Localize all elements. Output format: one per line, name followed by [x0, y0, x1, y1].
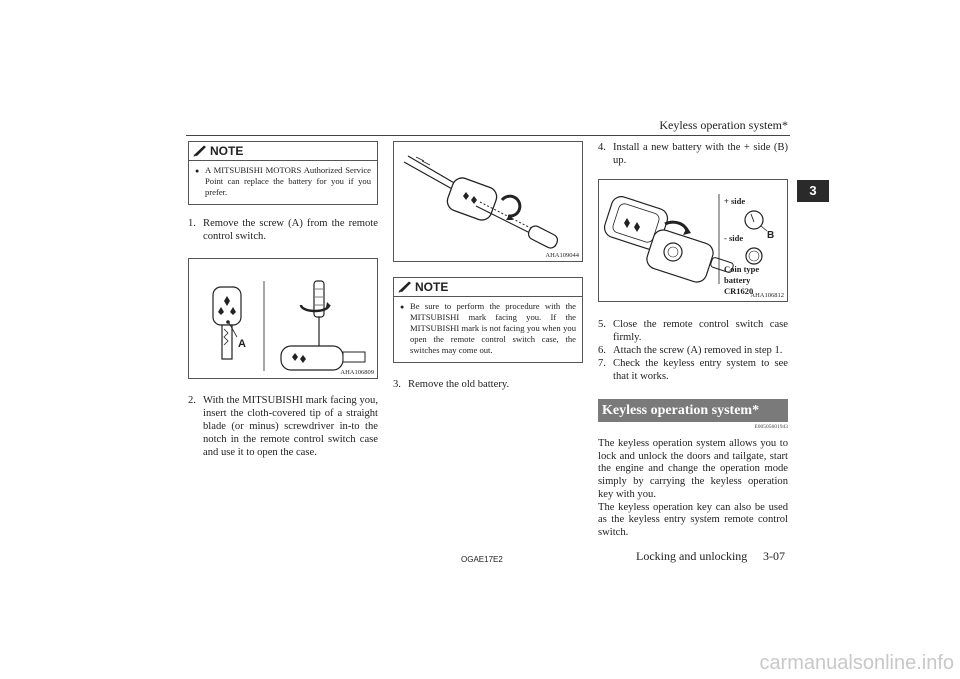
battery-model-label: CR1620 — [724, 286, 754, 296]
note-bullet: ● — [400, 303, 405, 311]
section-heading: Keyless operation system* — [598, 399, 788, 422]
body-paragraph: The keyless operation key can also be used as the keyless entry system remote control switch. — [598, 501, 788, 538]
minus-side-label: - side — [724, 233, 744, 243]
open-case-illustration — [394, 142, 582, 261]
step-text: Check the keyless entry system to see that it works. — [613, 358, 788, 382]
step-6 — [598, 344, 788, 357]
note-box — [393, 277, 583, 363]
figure-code: AHA109044 — [545, 252, 579, 259]
step-2 — [188, 394, 378, 459]
note-text: Be sure to perform the procedure with the MITSUBISHI mark facing you. If the MITSUBISHI mark is not facing you when you open the remote control switch case, the switches may come out. — [410, 301, 576, 355]
step-text: Remove the old battery. — [408, 379, 510, 390]
plus-side-label: + side — [724, 196, 746, 206]
figure-code: AHA106809 — [340, 369, 374, 376]
coin-type-label: Coin type — [724, 264, 760, 274]
note-text: A MITSUBISHI MOTORS Authorized Service Point can replace the battery for you if you prefer. — [205, 165, 371, 197]
running-header-title: Keyless operation system* — [659, 118, 788, 132]
step-text: With the MITSUBISHI mark facing you, insert the cloth-covered tip of a straight blade (or minus) screwdriver in-to the notch in the remote control switch case and use it to open the case. — [203, 395, 378, 458]
step-7 — [598, 357, 788, 383]
step-3 — [393, 378, 583, 391]
figure-code: AHA106812 — [750, 292, 784, 299]
footer-chapter: Locking and unlocking — [636, 549, 748, 563]
note-pencil-icon — [398, 281, 412, 293]
note-pencil-icon — [193, 145, 207, 157]
footer-code: OGAE17E2 — [461, 555, 503, 564]
note-title: NOTE — [415, 280, 449, 294]
figure-open-case — [393, 141, 583, 262]
page-number: 3-07 — [763, 549, 785, 563]
step-text: Close the remote control switch case firmly. — [613, 319, 788, 343]
step-text: Remove the screw (A) from the remote control switch. — [203, 218, 378, 242]
note-header — [189, 142, 377, 161]
step-text: Install a new battery with the + side (B) up. — [613, 142, 788, 166]
step-number: 7. — [598, 358, 606, 369]
header-rule — [186, 135, 790, 136]
step-number: 4. — [598, 142, 606, 153]
note-title: NOTE — [210, 144, 244, 158]
right-column — [598, 141, 788, 540]
chapter-tab[interactable]: 3 — [797, 180, 829, 202]
figure-install-battery — [598, 179, 788, 302]
middle-column — [393, 141, 583, 391]
step-5 — [598, 318, 788, 344]
step-number: 5. — [598, 319, 606, 330]
step-number: 6. — [598, 345, 606, 356]
note-content — [189, 161, 377, 204]
left-column — [188, 141, 378, 459]
step-4 — [598, 141, 788, 167]
remove-screw-illustration — [189, 259, 377, 378]
install-battery-illustration — [599, 180, 787, 301]
step-text: Attach the screw (A) removed in step 1. — [613, 345, 783, 356]
step-number: 2. — [188, 395, 196, 406]
step-number: 1. — [188, 218, 196, 229]
section-code: E00505601943 — [754, 424, 788, 430]
figure-remove-screw — [188, 258, 378, 379]
note-header — [394, 278, 582, 297]
note-bullet: ● — [195, 167, 200, 175]
label-b: B — [767, 230, 775, 241]
watermark[interactable]: carmanualsonline.info — [759, 652, 954, 674]
note-content — [394, 297, 582, 362]
note-box — [188, 141, 378, 205]
body-paragraph: The keyless operation system allows you to lock and unlock the doors and tailgate, start the engine and change the operation mode simply by carrying the keyless operation key with you. — [598, 438, 788, 500]
step-number: 3. — [393, 379, 401, 390]
label-a: A — [238, 338, 246, 350]
battery-label: battery — [724, 275, 751, 285]
step-1 — [188, 217, 378, 243]
